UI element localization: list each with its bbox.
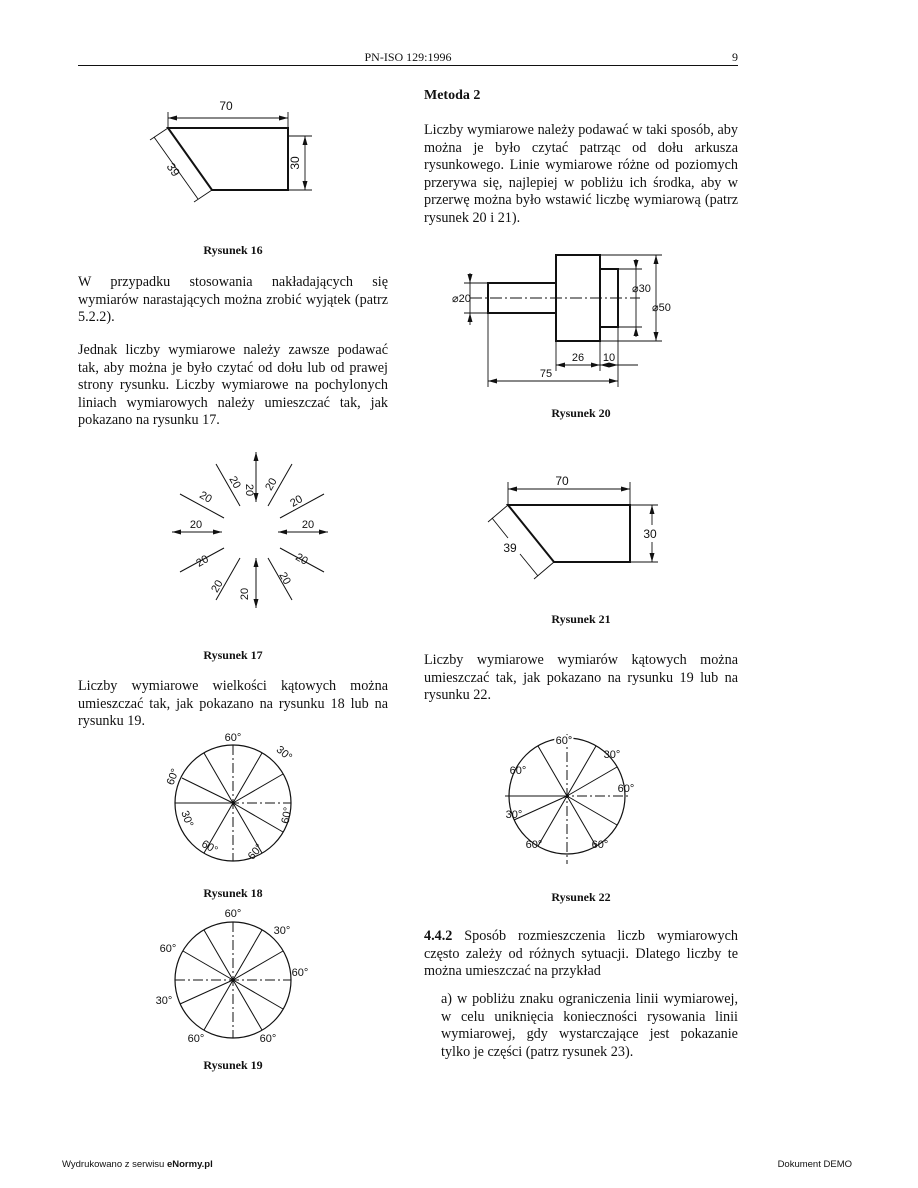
method-heading: Metoda 2: [424, 88, 481, 103]
figure-21: [480, 470, 670, 585]
figure-22: [490, 730, 650, 870]
left-paragraph-2: Jednak liczby wymiarowe należy zawsze podawać tak, aby można je było czytać od dołu lub od prawej strony rysunku. Liczby wymiarowe na pochylonych liniach wymiarowych należy umieszczać tak, jak pokazano na rysunku 17.: [78, 342, 388, 428]
fig18-label-top: 60°: [224, 732, 242, 744]
right-paragraph-2: Liczby wymiarowe wymiarów kątowych można umieszczać tak, jak pokazano na rysunku 19 lub na rysunku 22.: [424, 652, 738, 703]
standard-number: PN-ISO 129:1996: [364, 50, 452, 64]
fig22-label-60-left: 60°: [509, 765, 527, 777]
left-paragraph-3: Liczby wymiarowe wielkości kątowych można umieszczać tak, jak pokazano na rysunku 18 lub na rysunku 19.: [78, 678, 388, 729]
header-rule: [78, 65, 738, 66]
fig20-d30-label: ⌀30: [632, 283, 651, 295]
figure-19: [150, 904, 320, 1054]
fig19-label-60-left: 60°: [159, 943, 177, 955]
fig18-caption: Rysunek 18: [203, 886, 263, 900]
fig17-label-8: 20: [194, 553, 211, 570]
footer-print-note: [62, 1159, 213, 1170]
fig22-label-60-bottom-right: 60°: [591, 839, 609, 851]
figure-16: [140, 92, 330, 207]
fig18-label-60-bottom-right: 60°: [245, 841, 266, 863]
fig16-slant-label: 39: [163, 160, 183, 180]
fig20-len10-label: 10: [602, 352, 616, 364]
fig20-d50-label: ⌀50: [652, 302, 671, 314]
left-paragraph-1: W przypadku stosowania nakładających się wymiarów narastających można zrobić wyjątek (patrz 5.2.2).: [78, 274, 388, 325]
fig19-label-60-bottom-left: 60°: [187, 1033, 205, 1045]
fig19-label-30-left: 30°: [155, 995, 173, 1007]
list-item-a: a) w pobliżu znaku ograniczenia linii wymiarowej, w celu uniknięcia konieczności rysowania linii wymiarowej, gdy wystarczające jest pokazanie tylko je części (patrz rysunek 23).: [441, 991, 738, 1060]
fig21-caption: Rysunek 21: [551, 612, 611, 626]
fig21-slant-label: 39: [503, 541, 517, 555]
right-paragraph-1: Liczby wymiarowe należy podawać w taki sposób, aby można je było czytać patrząc od dołu arkusza rysunkowego. Linie wymiarowe różne od poziomych przerywa się, najlepiej w pobliżu ich środka, aby w przerwę można było wstawić liczbę wymiarową (patrz rysunek 20 i 21).: [424, 122, 738, 226]
fig17-label-4: 20: [197, 489, 214, 506]
fig22-label-30-left: 30°: [505, 809, 523, 821]
fig17-label-2: 20: [243, 483, 255, 497]
figure-18: [158, 730, 308, 870]
fig22-caption: Rysunek 22: [551, 890, 611, 904]
fig22-label-60-bottom-left: 60°: [525, 839, 543, 851]
fig17-caption: Rysunek 17: [203, 648, 263, 662]
fig21-width-label: 70: [555, 474, 569, 488]
fig16-width-label: 70: [219, 99, 233, 113]
fig22-label-top: 60°: [555, 735, 573, 747]
section-text: Sposób rozmieszczenia liczb wymiarowych często zależy od różnych sytuacji. Dlatego liczby te można umieszczać na przykład: [424, 928, 739, 979]
fig17-label-11: 20: [239, 587, 251, 601]
fig19-label-top: 60°: [224, 908, 242, 920]
page-header: [78, 50, 738, 64]
fig16-caption: Rysunek 16: [203, 243, 263, 257]
fig17-label-5: 20: [288, 493, 305, 510]
fig17-label-9: 20: [293, 551, 310, 568]
fig19-label-60-right: 60°: [291, 967, 309, 979]
fig18-label-60-right: 60°: [279, 806, 295, 825]
footer-site-link[interactable]: eNormy.pl: [166, 1159, 213, 1170]
fig18-label-30-upper: 30°: [273, 743, 295, 764]
fig16-height-label: 30: [288, 156, 302, 170]
fig22-label-30-upper: 30°: [603, 749, 621, 761]
fig18-label-60-bottom-left: 60°: [199, 838, 220, 857]
footer-demo: Dokument DEMO: [777, 1159, 852, 1170]
fig20-len26-label: 26: [571, 352, 585, 364]
fig20-d20-label: ⌀20: [452, 293, 471, 305]
fig19-label-60-bottom-right: 60°: [259, 1033, 277, 1045]
section-number: 4.4.2: [424, 928, 453, 944]
fig20-caption: Rysunek 20: [551, 406, 611, 420]
fig20-len75-label: 75: [539, 368, 553, 380]
fig22-label-60-right: 60°: [617, 783, 635, 795]
fig17-label-10: 20: [209, 578, 226, 595]
fig19-label-30-upper: 30°: [273, 925, 291, 937]
fig19-caption: Rysunek 19: [203, 1058, 263, 1072]
fig17-label-3: 20: [263, 476, 280, 493]
fig17-label-6: 20: [189, 519, 203, 531]
fig17-label-1: 20: [226, 474, 243, 491]
figure-17: [160, 440, 340, 620]
page-number: 9: [732, 50, 738, 64]
fig17-label-7: 20: [301, 519, 315, 531]
section-4-4-2: [424, 928, 738, 981]
fig18-label-30-left: 30°: [178, 809, 196, 829]
figure-20: [440, 245, 690, 395]
fig21-height-label: 30: [643, 527, 657, 541]
fig18-label-60-left: 60°: [164, 767, 182, 787]
fig17-label-12: 20: [276, 570, 293, 587]
footer-prefix: Wydrukowano z serwisu: [62, 1159, 167, 1170]
